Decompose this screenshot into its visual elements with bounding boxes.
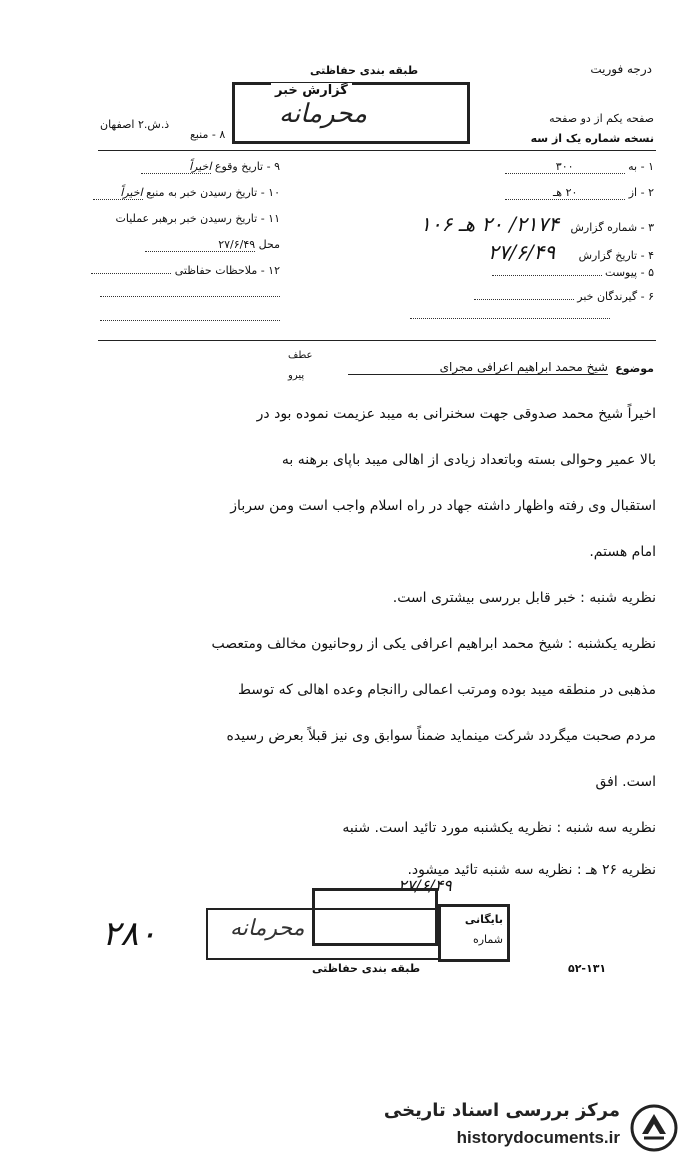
field-label: ۱۱ - تاریخ رسیدن خبر برهبر عملیات — [115, 212, 280, 225]
field-value: ۲۰ هـ — [505, 186, 625, 200]
page-info: صفحه یکم از دو صفحه — [549, 112, 654, 125]
subject-label: موضوع — [615, 362, 654, 375]
field-label: ۱۰ - تاریخ رسیدن خبر به منبع — [146, 186, 280, 199]
field-value: ۳۰۰ — [505, 160, 625, 174]
field-value: اخیراً — [93, 186, 143, 200]
archive-label: بایگانی — [464, 913, 503, 926]
copy-info: نسخه شماره یک از سه — [530, 132, 654, 145]
footer-org-name: مرکز بررسی اسناد تاریخی — [383, 1100, 620, 1121]
opinion-line: مردم صحبت میگردد شرکت مینماید ضمناً سوابق وی نیز قبلاً بعرض رسیده — [226, 728, 656, 744]
classification-top: طبقه بندی حفاظتی — [310, 64, 419, 77]
blank-line — [100, 296, 280, 297]
top-stamp — [232, 82, 470, 144]
body-line: امام هستم. — [589, 544, 656, 560]
bottom-stamp-text: محرمانه — [230, 916, 305, 941]
field-attachment — [492, 266, 654, 279]
field-value: اخیراً — [141, 160, 211, 174]
page-number-handwritten: ۲۸۰ — [102, 914, 157, 954]
opinion-line: است. افق — [595, 774, 656, 790]
header-divider — [98, 150, 656, 151]
field-label: ۲ - از — [628, 186, 654, 199]
field-place — [145, 238, 280, 252]
stamp-text: محرمانه — [279, 99, 368, 129]
field-value: ۲۷/۶/۴۹ — [145, 238, 255, 252]
footer-url[interactable]: historydocuments.ir — [456, 1128, 620, 1147]
archive-stamp — [312, 888, 438, 946]
subject-annotation-ref: عطف — [288, 350, 313, 361]
opinion-line: نظریه یکشنبه : شیخ محمد ابراهیم اعرافی یکی از روحانیون مخالف ومتعصب — [211, 636, 656, 652]
field-date-source — [93, 186, 280, 200]
field-from — [505, 186, 654, 200]
fields-divider — [98, 340, 656, 341]
field-recipients — [474, 290, 654, 303]
field-label: ۶ - گیرندگان خبر — [577, 290, 654, 303]
field-label: ۵ - پیوست — [605, 266, 654, 279]
handwritten-date: ۲۷/۶/۴۹ — [398, 876, 452, 895]
field-label: ۳ - شماره گزارش — [570, 221, 654, 234]
footer-watermark — [0, 1090, 700, 1160]
body-line: بالا عمیر وحوالی بسته وباتعداد زیادی از اهالی میبد باپای برهنه به — [281, 452, 656, 468]
archive-logo-icon — [630, 1104, 678, 1152]
field-label: محل — [258, 238, 280, 251]
field-value: ۲۷/۶/۴۹ — [487, 240, 556, 264]
priority-label: درجه فوریت — [590, 62, 652, 76]
document-code: ۵۲-۱۳۱ — [568, 962, 607, 975]
field-date-occurrence — [141, 160, 280, 174]
field-report-date — [488, 240, 654, 264]
opinion-line: نظریه سه شنبه : نظریه یکشنبه مورد تائید است. شنبه — [342, 820, 656, 836]
field-report-number — [420, 212, 654, 236]
source-label: ۸ - منبع — [190, 128, 226, 141]
opinion-line: مذهبی در منطقه میبد بوده ومرتب اعمالی راانجام وعده اهالی که توسط — [237, 682, 656, 698]
field-label: ۴ - تاریخ گزارش — [578, 249, 654, 262]
field-label: ۱۲ - ملاحظات حفاظتی — [174, 264, 280, 277]
opinion-line: نظریه ۲۶ هـ : نظریه سه شنبه تائید میشود. — [407, 862, 656, 878]
blank-line — [100, 320, 280, 321]
source-value: ذ.ش.۲ اصفهان — [100, 118, 170, 131]
body-line: استقبال وی رفته واظهار داشته جهاد در راه اسلام واجب است ومن سرباز — [230, 498, 656, 514]
field-label: ۱ - به — [628, 160, 654, 173]
body-line: اخیراً شیخ محمد صدوقی جهت سخنرانی به میبد عزیمت نموده بود در — [256, 406, 656, 422]
archive-sub: شماره — [472, 933, 503, 946]
archive-box — [438, 904, 510, 962]
field-security-notes — [91, 264, 280, 277]
opinion-line: نظریه شنبه : خبر قابل بررسی بیشتری است. — [392, 590, 656, 606]
field-label: ۹ - تاریخ وقوع — [214, 160, 280, 173]
report-type: گزارش خبر — [271, 83, 352, 98]
classification-bottom: طبقه بندی حفاظتی — [312, 962, 421, 975]
field-date-leader — [116, 212, 280, 225]
field-value: ۲۱۷۴/ ۲۰ هـ ۱۰۶ — [420, 212, 559, 236]
subject-annotation-follow: پیرو — [288, 370, 305, 381]
field-to — [505, 160, 654, 174]
subject-value: شیخ محمد ابراهیم اعرافی مجرای — [348, 360, 608, 375]
blank-line — [410, 318, 610, 319]
